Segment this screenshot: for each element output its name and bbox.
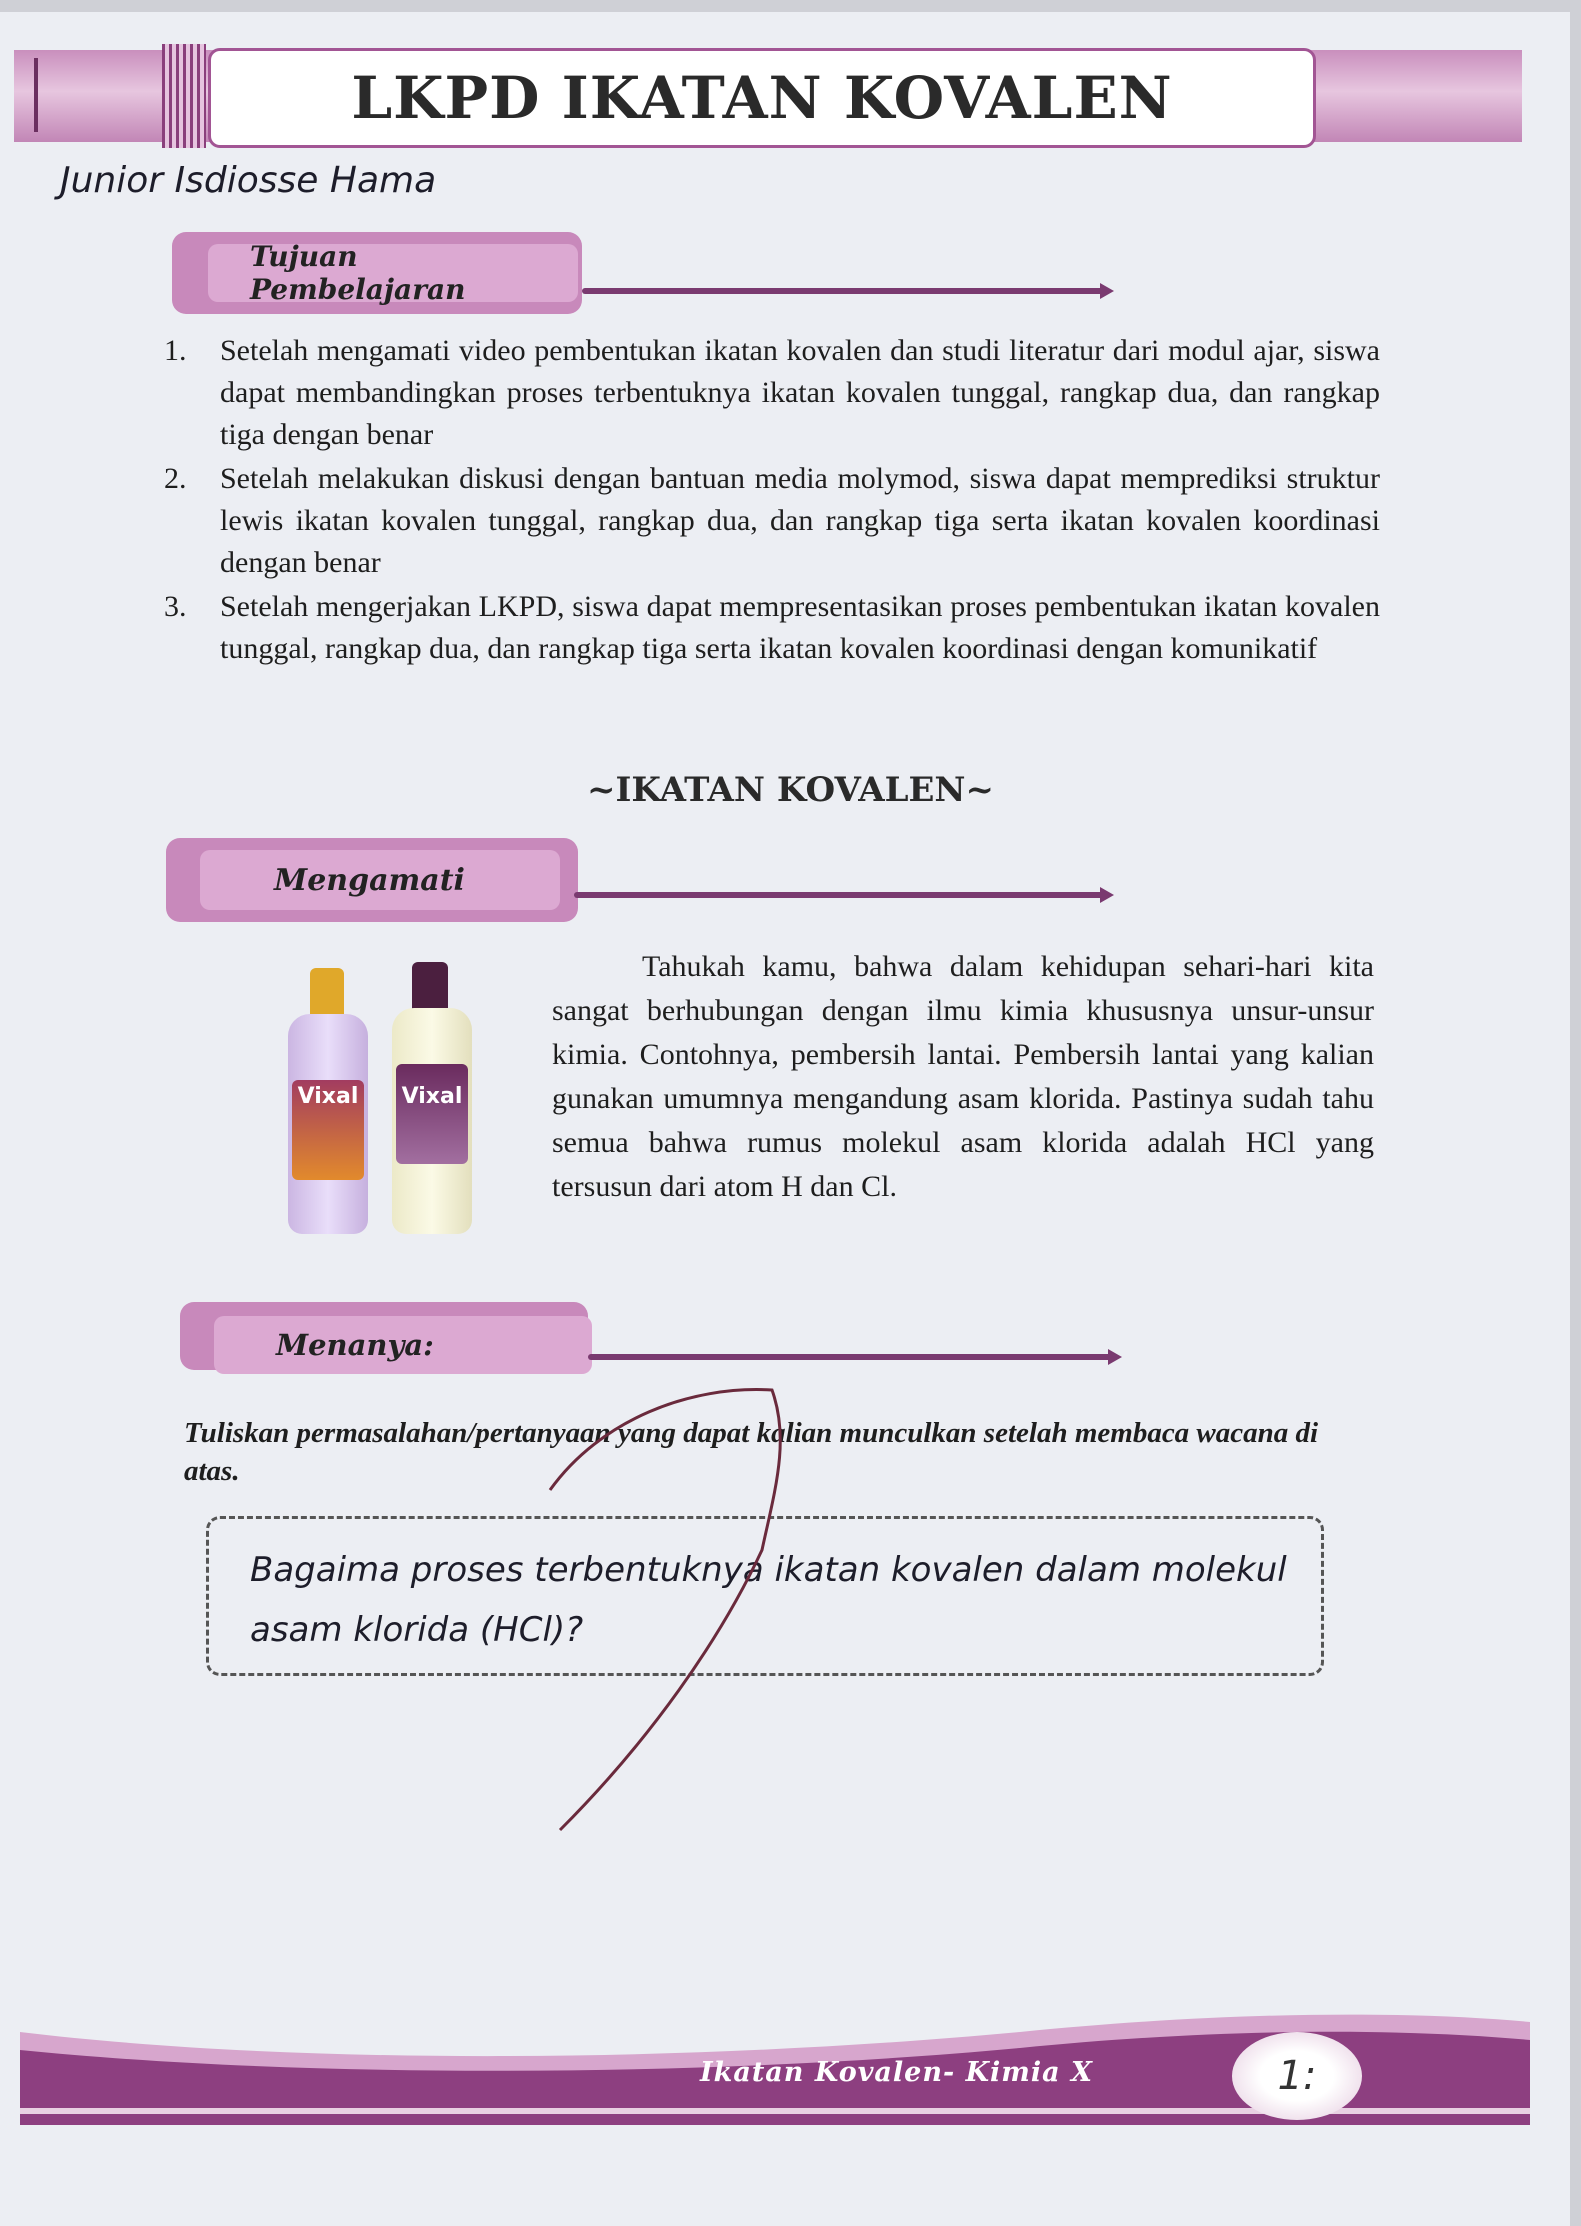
objective-item: 2. Setelah melakukan diskusi dengan bantuan media molymod, siswa dapat memprediksi struktur lewis ikatan kovalen tunggal, rangkap dua, dan rangkap tiga serta ikatan kovalen koordinasi dengan benar [164,462,1380,579]
objectives-label: Tujuan Pembelajaran [250,240,466,306]
observe-paragraph: Tahukah kamu, bahwa dalam kehidupan sehari-hari kita sangat berhubungan dengan ilmu kimia khususnya unsur-unsur kimia. Contohnya, pembersih lantai. Pembersih lantai yang kalian gunakan umumnya mengandung asam klorida. Pastinya sudah tahu semua bahwa rumus molekul asam klorida adalah HCl yang tersusun dari atom H dan Cl. [552,950,1374,1203]
page-title: LKPD IKATAN KOVALEN [351,64,1173,132]
observe-tag [200,850,560,910]
objectives-list [160,330,1380,672]
footer-title: Ikatan Kovalen- Kimia X [700,2057,1093,2088]
ask-rule [588,1354,1112,1360]
bottle-cap-yellow [310,968,344,1016]
page-number-badge [1232,2032,1362,2120]
brand-label: Vixal [401,1084,463,1109]
observe-rule [574,892,1104,898]
floor-cleaner-image [280,960,500,1240]
ask-tag [214,1316,592,1374]
student-name: Junior Isdiosse Hama [60,160,437,201]
objectives-rule [582,288,1104,294]
brand-label: Vixal [297,1084,359,1109]
objective-item: 3. Setelah mengerjakan LKPD, siswa dapat mempresentasikan proses pembentukan ikatan kovalen tunggal, rangkap dua, dan rangkap tiga serta ikatan kovalen koordinasi dengan komunikatif [164,590,1380,665]
check-mark [540,1380,800,1840]
observe-label: Mengamati [274,862,465,898]
objective-item: 1. Setelah mengamati video pembentukan ikatan kovalen dan studi literatur dari modul ajar, siswa dapat membandingkan proses terbentuknya ikatan kovalen tunggal, rangkap dua, dan rangkap tiga dengan benar [164,334,1380,451]
page-number: 1: [1277,2053,1317,2099]
ask-label: Menanya: [276,1328,434,1362]
objectives-tag [208,240,578,306]
bottle-label-purple [396,1064,468,1164]
header-title-box [208,48,1316,148]
handwritten-answer: Bagaima proses terbentuknya ikatan kovalen dalam molekul asam klorida (HCl)? [250,1550,1287,1650]
bottle-cap-purple [412,962,448,1010]
question-prompt: Tuliskan permasalahan/pertanyaan yang dapat kalian munculkan setelah membaca wacana di atas. [184,1417,1319,1487]
header-stripes [162,44,206,148]
section-heading: ~IKATAN KOVALEN~ [587,770,994,810]
header-left-mark [34,58,38,132]
